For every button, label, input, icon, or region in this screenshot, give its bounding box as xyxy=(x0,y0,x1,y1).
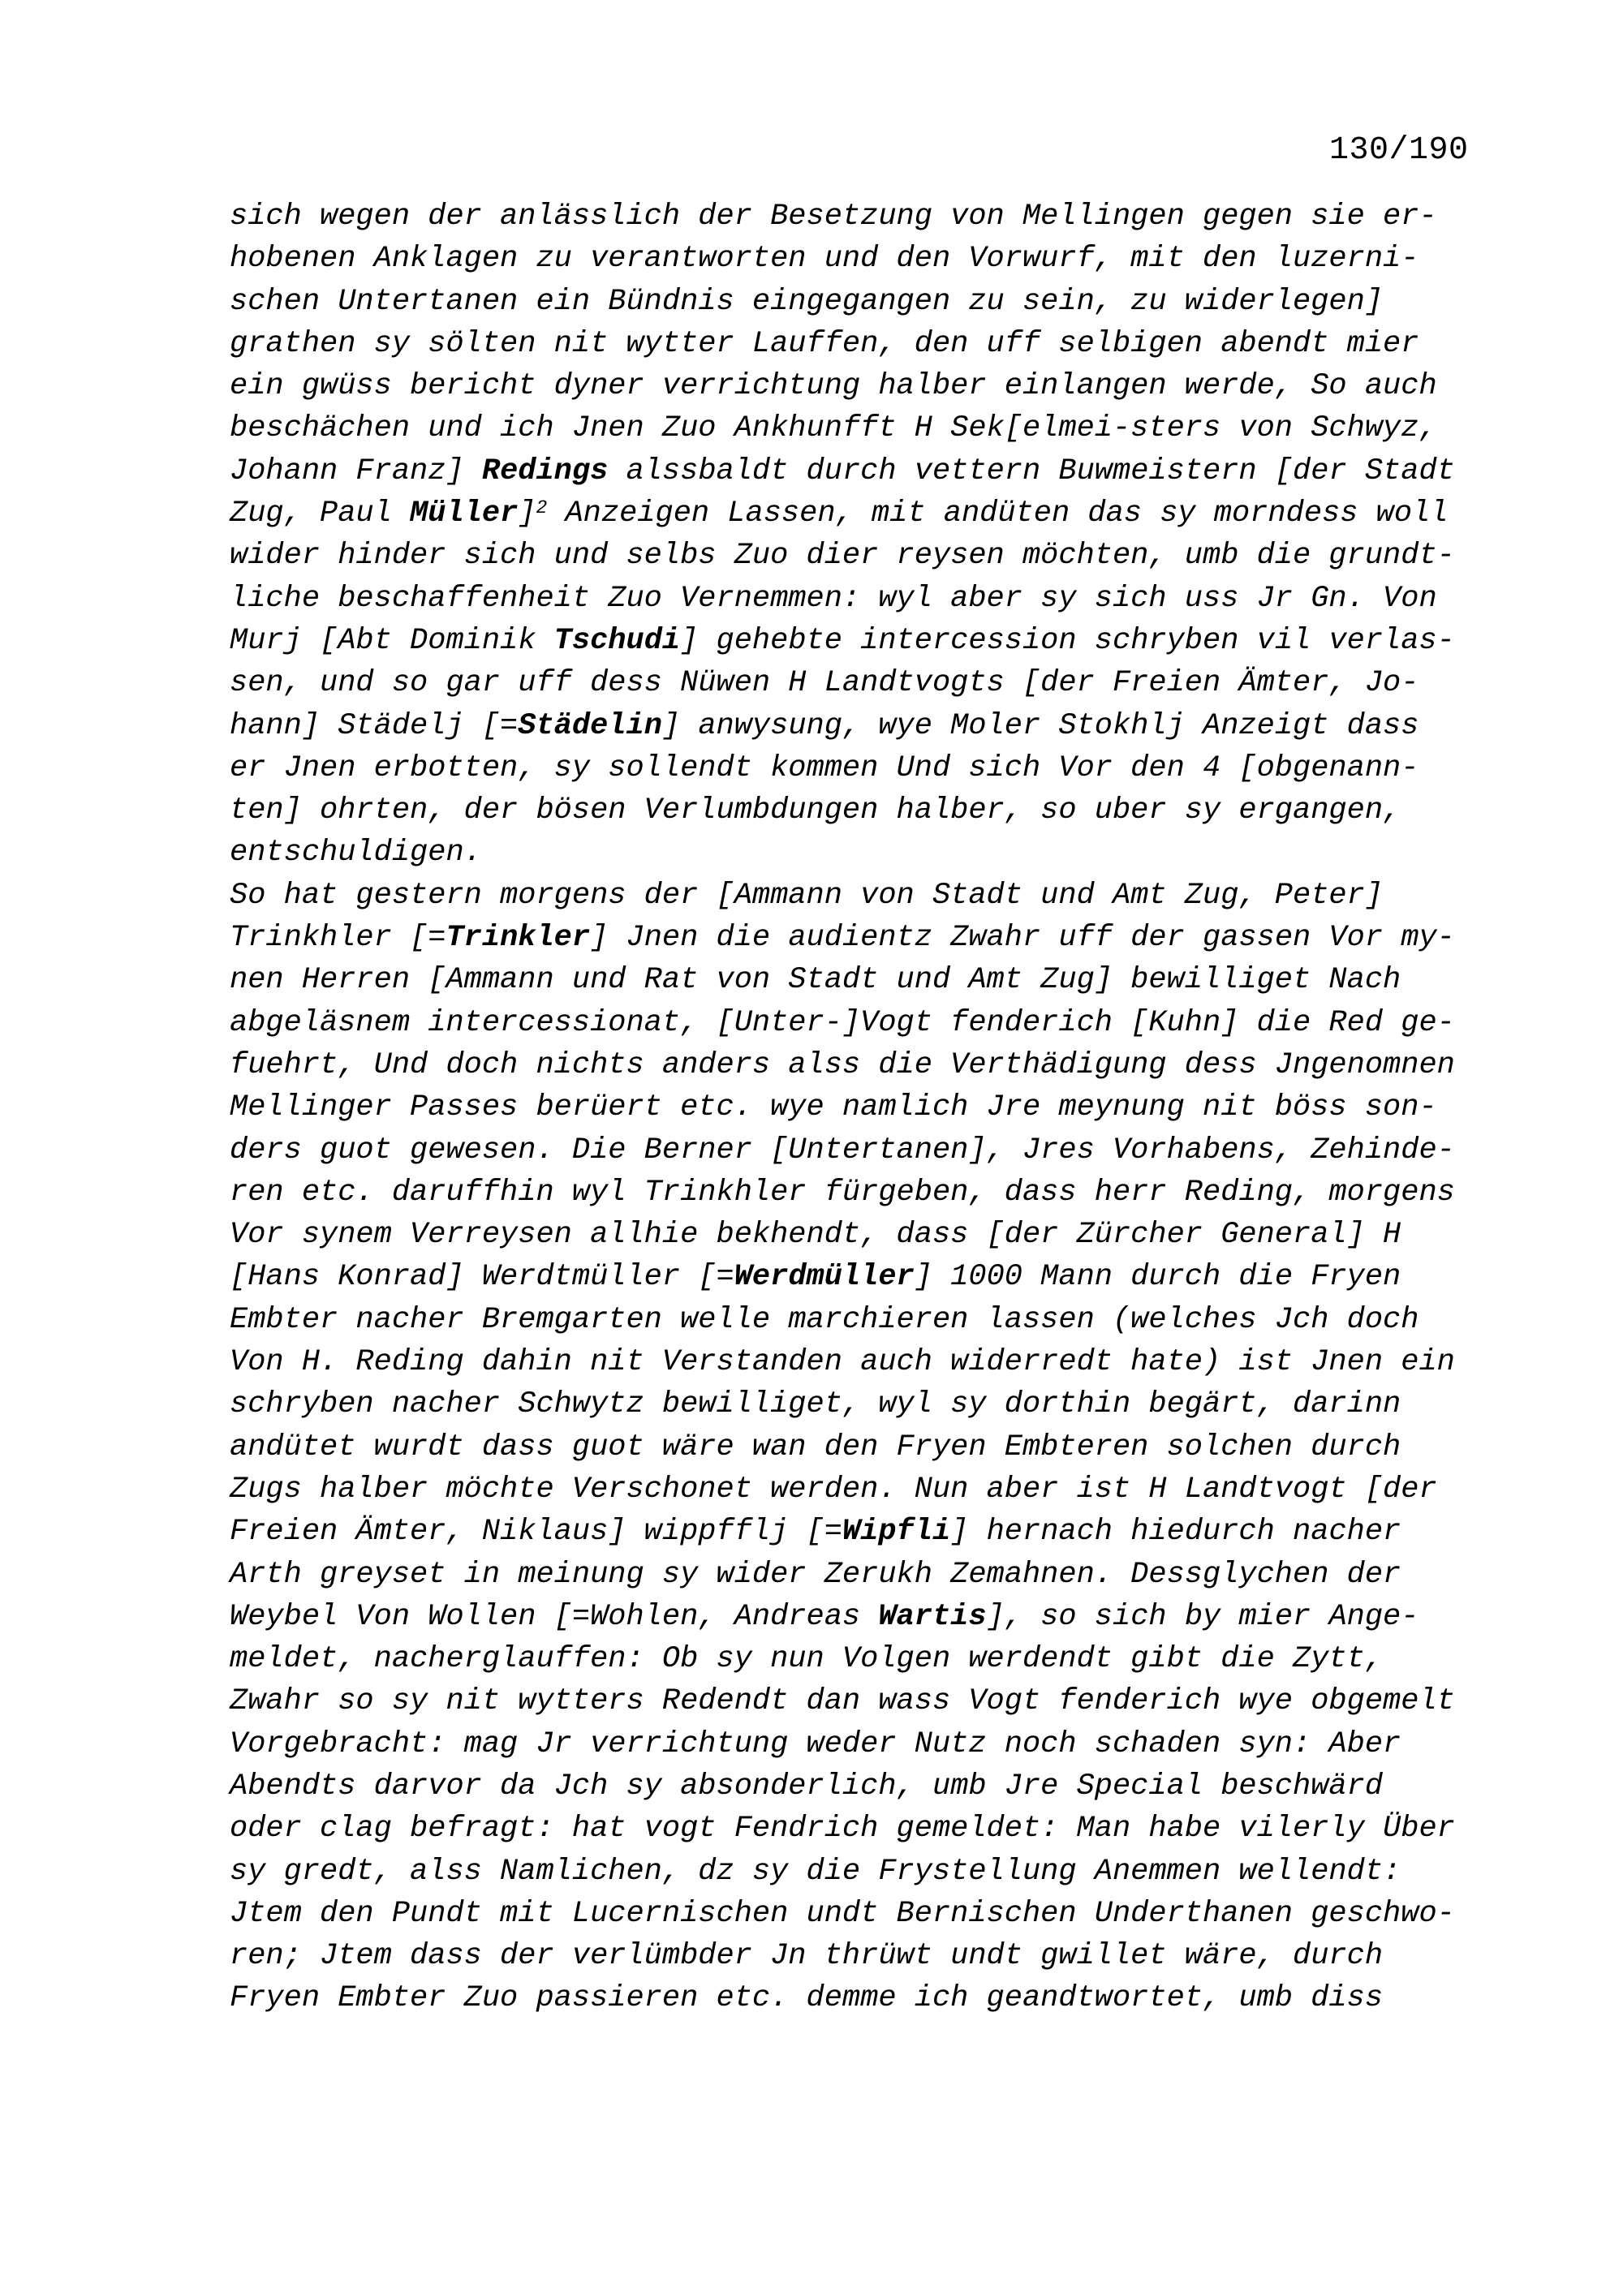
text-line xyxy=(230,1172,1455,1214)
text-line xyxy=(230,1383,1455,1425)
text-segment: ] hernach hiedurch nacher xyxy=(950,1515,1401,1550)
text-line xyxy=(230,1596,1455,1638)
text-line xyxy=(230,492,1455,535)
text-line xyxy=(230,1214,1455,1256)
text-segment: ] xyxy=(518,497,536,531)
text-segment: oder clag befragt: hat vogt Fendrich gemeldet: Man habe vilerly Über xyxy=(230,1812,1455,1847)
text-segment: liche beschaffenheit Zuo Vernemmen: wyl aber sy sich uss Jr Gn. Von xyxy=(230,581,1437,616)
text-segment: alssbaldt durch vettern Buwmeistern [der Stadt xyxy=(608,454,1455,488)
text-line xyxy=(230,365,1455,407)
text-line xyxy=(230,1511,1455,1553)
text-segment: Vor synem Verreysen allhie bekhendt, dass [der Zürcher General] H xyxy=(230,1218,1401,1253)
text-line xyxy=(230,535,1455,577)
text-line xyxy=(230,1044,1455,1086)
text-segment: Anzeigen Lassen, mit andüten das sy morndess woll xyxy=(547,497,1449,531)
text-body xyxy=(230,196,1455,2020)
text-segment: er Jnen erbotten, sy sollendt kommen Und sich Vor den 4 [obgenann- xyxy=(230,750,1419,785)
text-segment: sich wegen der anlässlich der Besetzung von Mellingen gegen sie er- xyxy=(230,200,1437,234)
text-segment: Von H. Reding dahin nit Verstanden auch widerredt hate) ist Jnen ein xyxy=(230,1345,1455,1380)
highlighted-name: Trinkler xyxy=(446,921,591,956)
text-line xyxy=(230,1426,1455,1468)
text-segment: ten] ohrten, der bösen Verlumbdungen halber, so uber sy ergangen, xyxy=(230,793,1401,828)
highlighted-name: Wartis xyxy=(878,1599,987,1634)
text-segment: entschuldigen. xyxy=(230,836,482,871)
text-segment: sen, und so gar uff dess Nüwen H Landtvogts [der Freien Ämter, Jo- xyxy=(230,666,1419,701)
text-segment: Embter nacher Bremgarten welle marchieren lassen (welches Jch doch xyxy=(230,1302,1419,1337)
text-line xyxy=(230,1129,1455,1172)
text-line xyxy=(230,1341,1455,1383)
text-segment: Zwahr so sy nit wytters Redendt dan wass Vogt fenderich wye obgemelt xyxy=(230,1684,1455,1719)
footnote-reference: 2 xyxy=(536,497,548,518)
text-line xyxy=(230,1977,1455,2019)
highlighted-name: Tschudi xyxy=(553,623,681,658)
text-line xyxy=(230,1554,1455,1596)
page-number: 130/190 xyxy=(1329,132,1469,169)
text-line xyxy=(230,578,1455,620)
text-line xyxy=(230,747,1455,789)
text-segment: Zugs halber möchte Verschonet werden. Nun aber ist H Landtvogt [der xyxy=(230,1472,1437,1507)
text-line xyxy=(230,238,1455,280)
highlighted-name: Müller xyxy=(410,497,519,531)
highlighted-name: Redings xyxy=(481,454,609,488)
text-line xyxy=(230,1299,1455,1341)
text-line xyxy=(230,789,1455,832)
text-segment: Abendts darvor da Jch sy absonderlich, umb Jre Special beschwärd xyxy=(230,1769,1384,1804)
text-line xyxy=(230,959,1455,1001)
text-line xyxy=(230,1851,1455,1893)
text-line xyxy=(230,1808,1455,1850)
text-segment: grathen sy sölten nit wytter Lauffen, den uff selbigen abendt mier xyxy=(230,326,1419,361)
text-segment: hobenen Anklagen zu verantworten und den Vorwurf, mit den luzerni- xyxy=(230,242,1419,277)
text-line xyxy=(230,450,1455,492)
text-segment: andütet wurdt dass guot wäre wan den Fryen Embteren solchen durch xyxy=(230,1430,1401,1464)
text-line xyxy=(230,1680,1455,1722)
text-line xyxy=(230,196,1455,238)
text-line xyxy=(230,407,1455,449)
text-segment: hann] Städelj [= xyxy=(230,708,519,743)
text-segment: beschächen und ich Jnen Zuo Ankhunfft H Sek[elmei-sters von Schwyz, xyxy=(230,411,1437,446)
text-segment: Freien Ämter, Niklaus] wippfflj [= xyxy=(230,1515,842,1550)
text-segment: ] anwysung, wye Moler Stokhlj Anzeigt dass xyxy=(661,708,1419,743)
text-segment: ] gehebte intercession schryben vil verlas- xyxy=(680,623,1455,658)
text-segment: Zug, Paul xyxy=(230,497,411,531)
text-line xyxy=(230,1086,1455,1129)
text-line xyxy=(230,875,1455,917)
text-line xyxy=(230,1468,1455,1511)
text-segment: ] 1000 Mann durch die Fryen xyxy=(914,1260,1401,1295)
text-segment: fuehrt, Und doch nichts anders alss die Verthädigung dess Jngenomnen xyxy=(230,1047,1455,1082)
text-segment: wider hinder sich und selbs Zuo dier reysen möchten, umb die grundt- xyxy=(230,539,1455,574)
text-segment: ] Jnen die audientz Zwahr uff der gassen Vor my- xyxy=(590,921,1455,956)
text-line xyxy=(230,705,1455,747)
text-line xyxy=(230,620,1455,662)
text-line xyxy=(230,1935,1455,1977)
text-segment: Mellinger Passes berüert etc. wye namlich Jre meynung nit böss son- xyxy=(230,1090,1437,1125)
text-line xyxy=(230,281,1455,323)
text-segment: nen Herren [Ammann und Rat von Stadt und Amt Zug] bewilliget Nach xyxy=(230,963,1401,998)
text-segment: Vorgebracht: mag Jr verrichtung weder Nutz noch schaden syn: Aber xyxy=(230,1726,1401,1761)
text-segment: Arth greyset in meinung sy wider Zerukh Zemahnen. Dessglychen der xyxy=(230,1557,1401,1592)
text-segment: Murj [Abt Dominik xyxy=(230,623,554,658)
text-segment: ein gwüss bericht dyner verrichtung halber einlangen werde, So auch xyxy=(230,369,1437,404)
highlighted-name: Werdmüller xyxy=(734,1260,915,1295)
text-segment: Jtem den Pundt mit Lucernischen undt Bernischen Underthanen geschwo- xyxy=(230,1896,1455,1931)
text-segment: ], so sich by mier Ange- xyxy=(986,1599,1419,1634)
text-line xyxy=(230,1765,1455,1808)
text-segment: meldet, nacherglauffen: Ob sy nun Volgen werdendt gibt die Zytt, xyxy=(230,1642,1384,1677)
text-segment: schen Untertanen ein Bündnis eingegangen zu sein, zu widerlegen] xyxy=(230,284,1384,319)
text-segment: So hat gestern morgens der [Ammann von Stadt und Amt Zug, Peter] xyxy=(230,878,1384,913)
text-line xyxy=(230,917,1455,959)
text-line xyxy=(230,323,1455,365)
text-segment: Fryen Embter Zuo passieren etc. demme ich geandtwortet, umb diss xyxy=(230,1981,1384,2016)
text-segment: ders guot gewesen. Die Berner [Untertanen], Jres Vorhabens, Zehinde- xyxy=(230,1133,1455,1167)
highlighted-name: Wipfli xyxy=(842,1515,951,1550)
text-segment: Weybel Von Wollen [=Wohlen, Andreas xyxy=(230,1599,879,1634)
text-line xyxy=(230,1256,1455,1298)
text-segment: ren; Jtem dass der verlümbder Jn thrüwt undt gwillet wäre, durch xyxy=(230,1939,1384,1974)
text-segment: [Hans Konrad] Werdtmüller [= xyxy=(230,1260,734,1295)
text-line xyxy=(230,832,1455,874)
text-segment: schryben nacher Schwytz bewilliget, wyl sy dorthin begärt, darinn xyxy=(230,1387,1401,1422)
text-segment: Trinkhler [= xyxy=(230,921,446,956)
highlighted-name: Städelin xyxy=(518,708,662,743)
text-line xyxy=(230,662,1455,704)
text-line xyxy=(230,1002,1455,1044)
text-segment: Johann Franz] xyxy=(230,454,482,488)
text-segment: ren etc. daruffhin wyl Trinkhler fürgeben, dass herr Reding, morgens xyxy=(230,1175,1455,1210)
text-segment: sy gredt, alss Namlichen, dz sy die Frystellung Anemmen wellendt: xyxy=(230,1854,1401,1889)
text-line xyxy=(230,1723,1455,1765)
text-line xyxy=(230,1638,1455,1680)
text-line xyxy=(230,1893,1455,1935)
text-segment: abgeläsnem intercessionat, [Unter-]Vogt fenderich [Kuhn] die Red ge- xyxy=(230,1005,1455,1040)
